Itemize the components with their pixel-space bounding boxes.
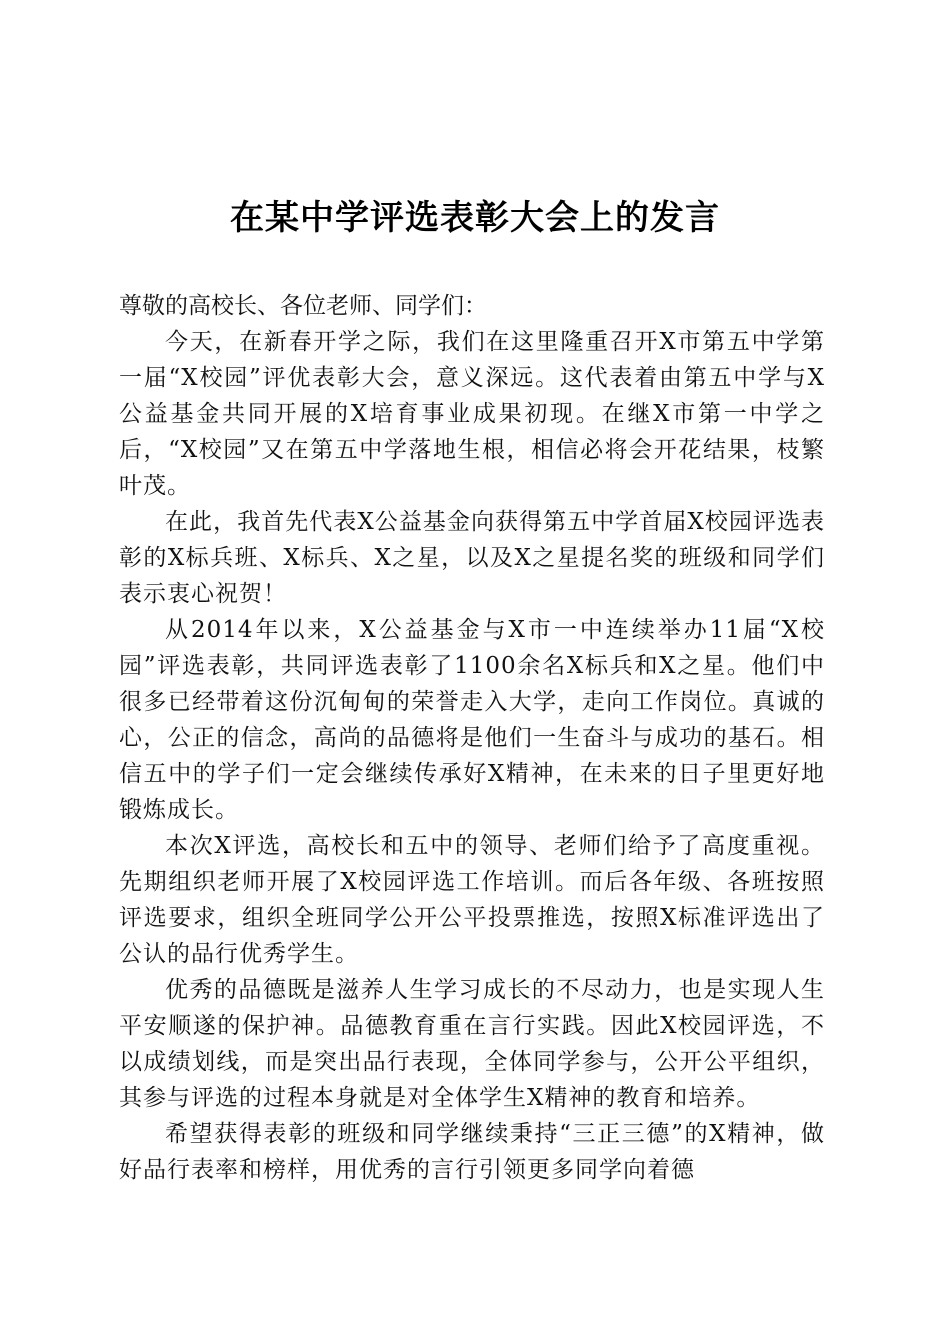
paragraph-congratulations: 在此，我首先代表X公益基金向获得第五中学首届X校园评选表彰的X标兵班、X标兵、X之星，以及X之星提名奖的班级和同学们表示衷心祝贺！ xyxy=(119,509,825,607)
document-title: 在某中学评选表彰大会上的发言 xyxy=(230,198,720,238)
paragraph-opening: 今天，在新春开学之际，我们在这里隆重召开X市第五中学第一届“X校园”评优表彰大会，意义深远。这代表着由第五中学与X公益基金共同开展的X培育事业成果初现。在继X市第一中学之后，“X校园”又在第五中学落地生根，相信必将会开花结果，枝繁叶茂。 xyxy=(119,329,825,499)
speech-body xyxy=(119,288,825,1188)
salutation: 尊敬的高校长、各位老师、同学们： xyxy=(119,293,487,319)
paragraph-expectations: 希望获得表彰的班级和同学继续秉持“三正三德”的X精神，做好品行表率和榜样，用优秀的言行引领更多同学向着德 xyxy=(119,1121,825,1183)
paragraph-selection-process: 本次X评选，高校长和五中的领导、老师们给予了高度重视。先期组织老师开展了X校园评选工作培训。而后各年级、各班按照评选要求，组织全班同学公开公平投票推选，按照X标准评选出了公认的品行优秀学生。 xyxy=(119,833,825,967)
paragraph-history: 从2014年以来，X公益基金与X市一中连续举办11届“X校园”评选表彰，共同评选表彰了1100余名X标兵和X之星。他们中很多已经带着这份沉甸甸的荣誉走入大学，走向工作岗位。真诚的心，公正的信念，高尚的品德将是他们一生奋斗与成功的基石。相信五中的学子们一定会继续传承好X精神，在未来的日子里更好地锻炼成长。 xyxy=(119,617,825,823)
paragraph-moral-education: 优秀的品德既是滋养人生学习成长的不尽动力，也是实现人生平安顺遂的保护神。品德教育重在言行实践。因此X校园评选，不以成绩划线，而是突出品行表现，全体同学参与，公开公平组织，其参与评选的过程本身就是对全体学生X精神的教育和培养。 xyxy=(119,977,825,1111)
